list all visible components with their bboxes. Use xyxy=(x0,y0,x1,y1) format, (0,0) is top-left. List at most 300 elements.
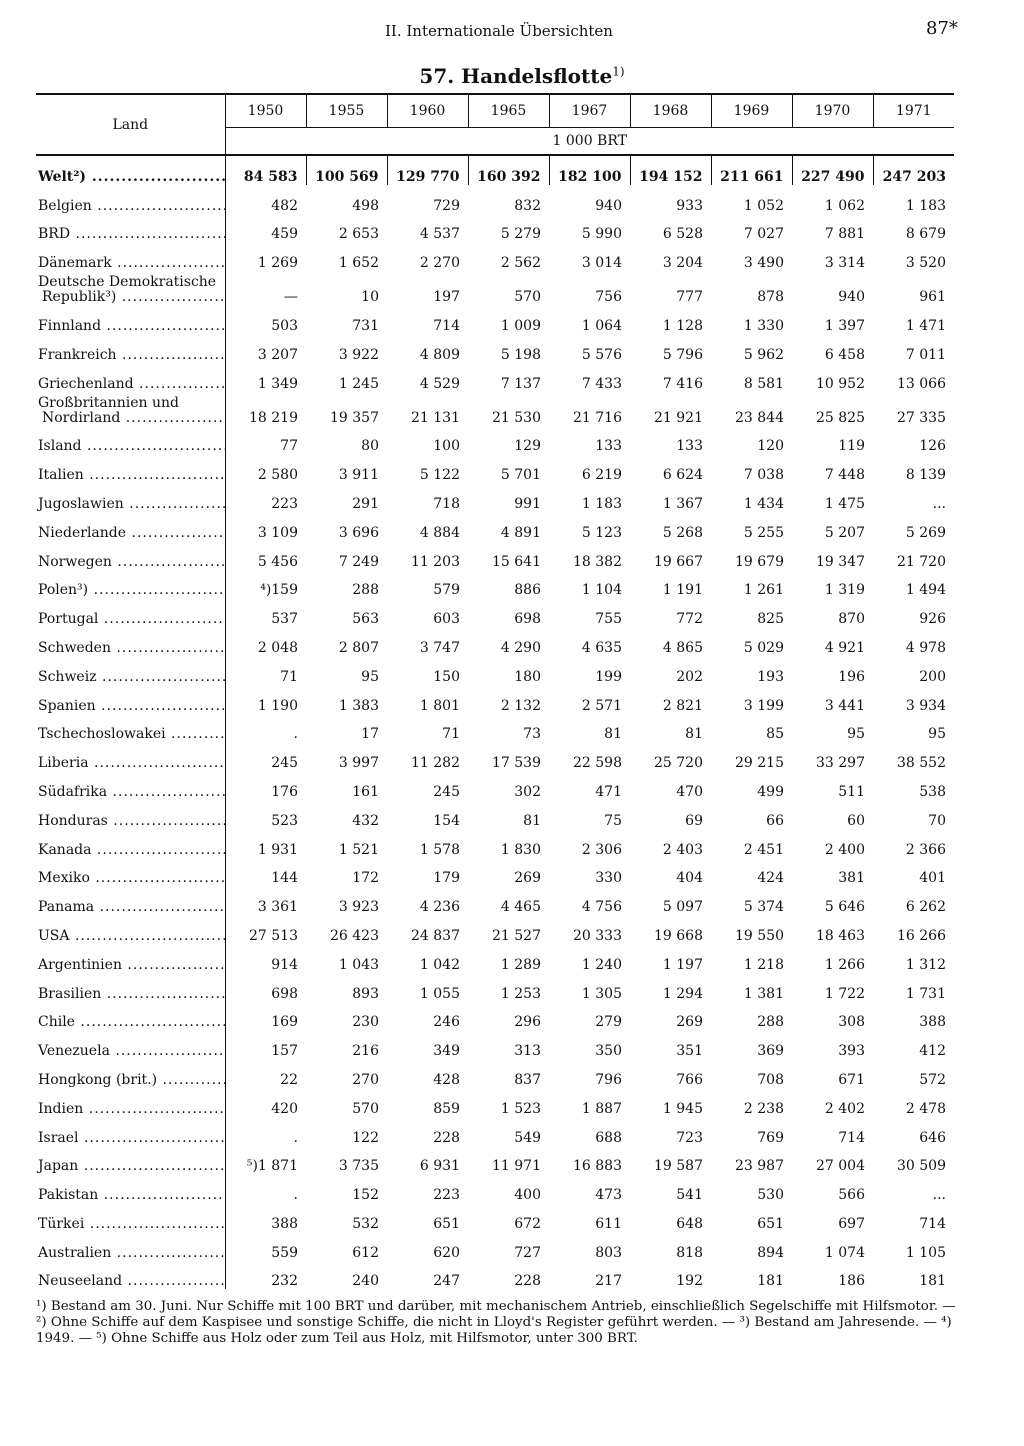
tonnage-cell: 2 270 xyxy=(419,255,460,272)
tonnage-cell: 5 255 xyxy=(743,524,784,541)
tonnage-cell: 5 123 xyxy=(581,524,622,541)
country-label: Belgien ..... xyxy=(38,199,221,214)
table-row xyxy=(36,915,954,944)
tonnage-cell: 217 xyxy=(595,1273,622,1290)
tonnage-cell: 1 064 xyxy=(581,317,622,334)
tonnage-cell: 10 952 xyxy=(816,375,865,392)
tonnage-cell: 269 xyxy=(676,1014,703,1031)
country-name xyxy=(36,944,225,973)
country-label: Jugoslawien ..... xyxy=(38,497,221,512)
tonnage-cell: 1 104 xyxy=(581,582,622,599)
tonnage-cell: 19 667 xyxy=(654,553,703,570)
tonnage-cell: 330 xyxy=(595,870,622,887)
tonnage-cell: 4 884 xyxy=(419,524,460,541)
tonnage-cell: 2 821 xyxy=(662,697,703,714)
tonnage-cell: 714 xyxy=(433,317,460,334)
country-name xyxy=(36,656,225,685)
tonnage-cell: 1 191 xyxy=(662,582,703,599)
year-header: 1960 xyxy=(387,94,468,128)
tonnage-cell: 2 048 xyxy=(257,639,298,656)
tonnage-cell: 672 xyxy=(514,1215,541,1232)
tonnage-cell: 66 xyxy=(766,812,784,829)
tonnage-cell: 81 xyxy=(604,726,622,743)
tonnage-cell: 8 139 xyxy=(905,467,946,484)
table-row xyxy=(36,1232,954,1261)
tonnage-cell: 227 490 xyxy=(792,155,873,185)
country-label: BRD ..... xyxy=(38,227,221,242)
tonnage-cell: 75 xyxy=(604,812,622,829)
tonnage-cell: 1 578 xyxy=(419,841,460,858)
tonnage-cell: 3 934 xyxy=(905,697,946,714)
tonnage-cell: 3 520 xyxy=(905,255,946,272)
tonnage-cell: 181 xyxy=(757,1273,784,1290)
country-label: Italien ..... xyxy=(38,468,221,483)
country-label: Niederlande ..... xyxy=(38,526,221,541)
tonnage-cell: 22 xyxy=(280,1071,298,1088)
tonnage-cell: 894 xyxy=(757,1244,784,1261)
tonnage-cell: 612 xyxy=(352,1244,379,1261)
tonnage-cell: 228 xyxy=(514,1273,541,1290)
tonnage-cell: 21 527 xyxy=(492,927,541,944)
tonnage-cell: 181 xyxy=(919,1273,946,1290)
tonnage-cell: 698 xyxy=(271,985,298,1002)
tonnage-cell: 350 xyxy=(595,1043,622,1060)
table-row xyxy=(36,742,954,771)
tonnage-cell: 80 xyxy=(361,438,379,455)
tonnage-cell: 172 xyxy=(352,870,379,887)
tonnage-cell: 81 xyxy=(523,812,541,829)
tonnage-cell: 5 279 xyxy=(500,226,541,243)
tonnage-cell: 296 xyxy=(514,1014,541,1031)
tonnage-cell: 77 xyxy=(280,438,298,455)
merchant-fleet-table xyxy=(36,93,954,1289)
page-header xyxy=(0,18,1024,46)
tonnage-cell: 21 131 xyxy=(411,409,460,426)
tonnage-cell: 228 xyxy=(433,1129,460,1146)
country-label: Liberia ..... xyxy=(38,756,221,771)
tonnage-cell: 991 xyxy=(514,495,541,512)
table-row xyxy=(36,392,954,426)
country-label: Schweden ..... xyxy=(38,641,221,656)
tonnage-cell: 313 xyxy=(514,1043,541,1060)
tonnage-cell: 3 199 xyxy=(743,697,784,714)
tonnage-cell: 4 809 xyxy=(419,346,460,363)
tonnage-cell: 2 580 xyxy=(257,467,298,484)
table-row xyxy=(36,541,954,570)
tonnage-cell: 24 837 xyxy=(411,927,460,944)
table-row xyxy=(36,185,954,214)
tonnage-cell: 6 219 xyxy=(581,467,622,484)
tonnage-cell: 19 347 xyxy=(816,553,865,570)
tonnage-cell: 25 825 xyxy=(816,409,865,426)
tonnage-cell: 240 xyxy=(352,1273,379,1290)
tonnage-cell: 16 883 xyxy=(573,1158,622,1175)
tonnage-cell: 21 716 xyxy=(573,409,622,426)
tonnage-cell: 2 238 xyxy=(743,1100,784,1117)
tonnage-cell: 95 xyxy=(847,726,865,743)
tonnage-cell: 428 xyxy=(433,1071,460,1088)
tonnage-cell: 144 xyxy=(271,870,298,887)
tonnage-cell: 2 653 xyxy=(338,226,379,243)
country-label: Großbritannien und xyxy=(38,394,180,411)
country-name xyxy=(36,1059,225,1088)
tonnage-cell: 122 xyxy=(352,1129,379,1146)
tonnage-cell: 7 249 xyxy=(338,553,379,570)
tonnage-cell: 180 xyxy=(514,668,541,685)
tonnage-cell: 5 962 xyxy=(743,346,784,363)
table-row xyxy=(36,973,954,1002)
tonnage-cell: 27 513 xyxy=(249,927,298,944)
country-label: Honduras ..... xyxy=(38,814,221,829)
tonnage-cell: 1 105 xyxy=(905,1244,946,1261)
country-name xyxy=(36,800,225,829)
country-name xyxy=(36,454,225,483)
tonnage-cell: 5 029 xyxy=(743,639,784,656)
tonnage-cell: 2 403 xyxy=(662,841,703,858)
tonnage-cell: 2 402 xyxy=(824,1100,865,1117)
tonnage-cell: 2 306 xyxy=(581,841,622,858)
tonnage-cell: 1 042 xyxy=(419,956,460,973)
year-header: 1970 xyxy=(792,94,873,128)
tonnage-cell: 7 027 xyxy=(743,226,784,243)
tonnage-cell: . xyxy=(293,726,298,743)
tonnage-cell: 3 735 xyxy=(338,1158,379,1175)
tonnage-cell: 563 xyxy=(352,611,379,628)
tonnage-cell: 3 109 xyxy=(257,524,298,541)
tonnage-cell: 1 381 xyxy=(743,985,784,1002)
tonnage-cell: 245 xyxy=(433,783,460,800)
tonnage-cell: 1 801 xyxy=(419,697,460,714)
tonnage-cell: 60 xyxy=(847,812,865,829)
tonnage-cell: 537 xyxy=(271,611,298,628)
tonnage-cell: 19 679 xyxy=(735,553,784,570)
table-row xyxy=(36,512,954,541)
country-label: Frankreich ..... xyxy=(38,348,221,363)
tonnage-cell: 532 xyxy=(352,1215,379,1232)
table-row xyxy=(36,1117,954,1146)
tonnage-cell: 459 xyxy=(271,226,298,243)
country-label: USA ..... xyxy=(38,929,221,944)
tonnage-cell: 19 587 xyxy=(654,1158,703,1175)
tonnage-cell: 777 xyxy=(676,289,703,306)
tonnage-cell: 5 097 xyxy=(662,899,703,916)
tonnage-cell: 176 xyxy=(271,783,298,800)
tonnage-cell: 381 xyxy=(838,870,865,887)
tonnage-cell: 5 269 xyxy=(905,524,946,541)
tonnage-cell: 4 236 xyxy=(419,899,460,916)
tonnage-cell: 25 720 xyxy=(654,755,703,772)
table-row xyxy=(36,627,954,656)
table-row xyxy=(36,426,954,455)
tonnage-cell: 1 330 xyxy=(743,317,784,334)
tonnage-cell: 1 830 xyxy=(500,841,541,858)
tonnage-cell: 432 xyxy=(352,812,379,829)
tonnage-cell: 7 416 xyxy=(662,375,703,392)
tonnage-cell: 723 xyxy=(676,1129,703,1146)
tonnage-cell: 570 xyxy=(514,289,541,306)
country-name xyxy=(36,242,225,271)
tonnage-cell: 6 458 xyxy=(824,346,865,363)
table-row xyxy=(36,714,954,743)
tonnage-cell: 119 xyxy=(838,438,865,455)
tonnage-cell: 193 xyxy=(757,668,784,685)
tonnage-cell: 803 xyxy=(595,1244,622,1261)
tonnage-cell: 23 844 xyxy=(735,409,784,426)
tonnage-cell: 150 xyxy=(433,668,460,685)
unit-header: 1 000 BRT xyxy=(225,128,954,156)
tonnage-cell: 1 434 xyxy=(743,495,784,512)
country-name xyxy=(36,973,225,1002)
tonnage-cell: 549 xyxy=(514,1129,541,1146)
tonnage-cell: 7 137 xyxy=(500,375,541,392)
tonnage-cell: ⁵)1 871 xyxy=(246,1158,298,1175)
tonnage-cell: 245 xyxy=(271,755,298,772)
country-label: Welt²) ..... xyxy=(38,170,221,185)
table-row xyxy=(36,305,954,334)
tonnage-cell: 714 xyxy=(919,1215,946,1232)
tonnage-cell: 5 796 xyxy=(662,346,703,363)
country-label: Argentinien ..... xyxy=(38,958,221,973)
table-row xyxy=(36,886,954,915)
tonnage-cell: . xyxy=(293,1129,298,1146)
tonnage-cell: 718 xyxy=(433,495,460,512)
country-name xyxy=(36,1146,225,1175)
table-row xyxy=(36,214,954,243)
table-row xyxy=(36,598,954,627)
tonnage-cell: 8 581 xyxy=(743,375,784,392)
tonnage-cell: 511 xyxy=(838,783,865,800)
tonnage-cell: 1 475 xyxy=(824,495,865,512)
tonnage-cell: 1 128 xyxy=(662,317,703,334)
country-label: Polen³) ..... xyxy=(38,583,221,598)
table-row xyxy=(36,771,954,800)
tonnage-cell: 1 261 xyxy=(743,582,784,599)
country-name xyxy=(36,1117,225,1146)
tonnage-cell: 1 887 xyxy=(581,1100,622,1117)
country-name xyxy=(36,1203,225,1232)
country-name xyxy=(36,886,225,915)
country-label: Brasilien ..... xyxy=(38,987,221,1002)
tonnage-cell: 179 xyxy=(433,870,460,887)
tonnage-cell: 186 xyxy=(838,1273,865,1290)
tonnage-cell: 5 207 xyxy=(824,524,865,541)
country-label: Tschechoslowakei ..... xyxy=(38,727,221,742)
tonnage-cell: 566 xyxy=(838,1187,865,1204)
tonnage-cell: 7 448 xyxy=(824,467,865,484)
tonnage-cell: 2 478 xyxy=(905,1100,946,1117)
tonnage-cell: 1 197 xyxy=(662,956,703,973)
country-name xyxy=(36,155,225,185)
tonnage-cell: 1 245 xyxy=(338,375,379,392)
tonnage-cell: 302 xyxy=(514,783,541,800)
tonnage-cell: 3 361 xyxy=(257,899,298,916)
tonnage-cell: 4 290 xyxy=(500,639,541,656)
tonnage-cell: 13 066 xyxy=(897,375,946,392)
country-label: Dänemark ..... xyxy=(38,256,221,271)
tonnage-cell: 126 xyxy=(919,438,946,455)
table-row xyxy=(36,829,954,858)
tonnage-cell: 473 xyxy=(595,1187,622,1204)
tonnage-cell: 85 xyxy=(766,726,784,743)
tonnage-cell: 1 397 xyxy=(824,317,865,334)
tonnage-cell: — xyxy=(284,289,298,306)
tonnage-cell: 1 652 xyxy=(338,255,379,272)
tonnage-cell: 893 xyxy=(352,985,379,1002)
tonnage-cell: 291 xyxy=(352,495,379,512)
country-name xyxy=(36,1030,225,1059)
country-label: Deutsche Demokratische xyxy=(38,274,217,291)
tonnage-cell: 671 xyxy=(838,1071,865,1088)
tonnage-cell: 572 xyxy=(919,1071,946,1088)
tonnage-cell: 17 xyxy=(361,726,379,743)
country-name xyxy=(36,570,225,599)
tonnage-cell: 100 569 xyxy=(306,155,387,185)
tonnage-cell: 3 014 xyxy=(581,255,622,272)
tonnage-cell: 470 xyxy=(676,783,703,800)
tonnage-cell: 559 xyxy=(271,1244,298,1261)
tonnage-cell: 886 xyxy=(514,582,541,599)
tonnage-cell: 3 696 xyxy=(338,524,379,541)
tonnage-cell: 10 xyxy=(361,289,379,306)
tonnage-cell: 21 530 xyxy=(492,409,541,426)
tonnage-cell: 349 xyxy=(433,1043,460,1060)
country-name xyxy=(36,214,225,243)
tonnage-cell: 523 xyxy=(271,812,298,829)
tonnage-cell: 133 xyxy=(676,438,703,455)
tonnage-cell: 157 xyxy=(271,1043,298,1060)
tonnage-cell: 71 xyxy=(280,668,298,685)
tonnage-cell: 369 xyxy=(757,1043,784,1060)
tonnage-cell: 4 921 xyxy=(824,639,865,656)
year-header: 1967 xyxy=(549,94,630,128)
table-row xyxy=(36,1030,954,1059)
tonnage-cell: 832 xyxy=(514,197,541,214)
country-name xyxy=(36,714,225,743)
table-row xyxy=(36,858,954,887)
tonnage-cell: 3 490 xyxy=(743,255,784,272)
tonnage-cell: 161 xyxy=(352,783,379,800)
tonnage-cell: 16 266 xyxy=(897,927,946,944)
table-body xyxy=(36,155,954,1289)
tonnage-cell: 1 349 xyxy=(257,375,298,392)
tonnage-cell: 27 004 xyxy=(816,1158,865,1175)
tonnage-cell: 708 xyxy=(757,1071,784,1088)
tonnage-cell: 503 xyxy=(271,317,298,334)
country-label: Portugal ..... xyxy=(38,612,221,627)
tonnage-cell: 1 269 xyxy=(257,255,298,272)
tonnage-cell: 3 997 xyxy=(338,755,379,772)
tonnage-cell: 216 xyxy=(352,1043,379,1060)
tonnage-cell: 7 011 xyxy=(905,346,946,363)
tonnage-cell: 3 911 xyxy=(338,467,379,484)
tonnage-cell: 15 641 xyxy=(492,553,541,570)
tonnage-cell: 1 183 xyxy=(581,495,622,512)
country-name xyxy=(36,512,225,541)
tonnage-cell: 26 423 xyxy=(330,927,379,944)
tonnage-cell: 499 xyxy=(757,783,784,800)
tonnage-cell: 18 463 xyxy=(816,927,865,944)
year-header: 1950 xyxy=(225,94,306,128)
tonnage-cell: 6 262 xyxy=(905,899,946,916)
year-header-row xyxy=(36,94,954,128)
tonnage-cell: 246 xyxy=(433,1014,460,1031)
tonnage-cell: 19 357 xyxy=(330,409,379,426)
tonnage-cell: 21 720 xyxy=(897,553,946,570)
tonnage-cell: 769 xyxy=(757,1129,784,1146)
tonnage-cell: 5 456 xyxy=(257,553,298,570)
title-footnote-ref: 1) xyxy=(612,64,625,79)
tonnage-cell: 351 xyxy=(676,1043,703,1060)
tonnage-cell: 247 xyxy=(433,1273,460,1290)
tonnage-cell: 308 xyxy=(838,1014,865,1031)
tonnage-cell: 11 971 xyxy=(492,1158,541,1175)
tonnage-cell: 756 xyxy=(595,289,622,306)
year-header: 1965 xyxy=(468,94,549,128)
tonnage-cell: 27 335 xyxy=(897,409,946,426)
tonnage-cell: 269 xyxy=(514,870,541,887)
country-label: Japan ..... xyxy=(38,1159,221,1174)
tonnage-cell: 755 xyxy=(595,611,622,628)
table-row xyxy=(36,155,954,185)
tonnage-cell: 1 183 xyxy=(905,197,946,214)
tonnage-cell: 3 747 xyxy=(419,639,460,656)
tonnage-cell: 859 xyxy=(433,1100,460,1117)
table-row xyxy=(36,454,954,483)
tonnage-cell: 1 062 xyxy=(824,197,865,214)
tonnage-cell: 648 xyxy=(676,1215,703,1232)
tonnage-cell: 1 945 xyxy=(662,1100,703,1117)
tonnage-cell: ⁴)159 xyxy=(260,582,298,599)
tonnage-cell: 196 xyxy=(838,668,865,685)
country-label: Australien ..... xyxy=(38,1246,221,1261)
tonnage-cell: 4 756 xyxy=(581,899,622,916)
tonnage-cell: 22 598 xyxy=(573,755,622,772)
country-name xyxy=(36,598,225,627)
country-name xyxy=(36,1232,225,1261)
tonnage-cell: 1 055 xyxy=(419,985,460,1002)
tonnage-cell: 940 xyxy=(595,197,622,214)
tonnage-cell: 651 xyxy=(757,1215,784,1232)
tonnage-cell: 11 282 xyxy=(411,755,460,772)
table-row xyxy=(36,1002,954,1031)
country-label: Türkei ..... xyxy=(38,1217,221,1232)
tonnage-cell: 81 xyxy=(685,726,703,743)
country-label: Indien ..... xyxy=(38,1102,221,1117)
tonnage-cell: 914 xyxy=(271,956,298,973)
tonnage-cell: 940 xyxy=(838,289,865,306)
country-label: Schweiz ..... xyxy=(38,670,221,685)
country-label: Finnland ..... xyxy=(38,319,221,334)
tonnage-cell: 688 xyxy=(595,1129,622,1146)
tonnage-cell: 7 038 xyxy=(743,467,784,484)
year-header: 1955 xyxy=(306,94,387,128)
tonnage-cell: 471 xyxy=(595,783,622,800)
table-row xyxy=(36,944,954,973)
tonnage-cell: 17 539 xyxy=(492,755,541,772)
tonnage-cell: 1 931 xyxy=(257,841,298,858)
country-label: Chile ..... xyxy=(38,1015,221,1030)
tonnage-cell: 192 xyxy=(676,1273,703,1290)
tonnage-cell: 33 297 xyxy=(816,755,865,772)
tonnage-cell: 23 987 xyxy=(735,1158,784,1175)
country-name xyxy=(36,1088,225,1117)
country-name xyxy=(36,858,225,887)
page-number: 87* xyxy=(926,18,958,39)
tonnage-cell: 8 679 xyxy=(905,226,946,243)
tonnage-cell: 727 xyxy=(514,1244,541,1261)
tonnage-cell: 95 xyxy=(361,668,379,685)
table-row xyxy=(36,1203,954,1232)
